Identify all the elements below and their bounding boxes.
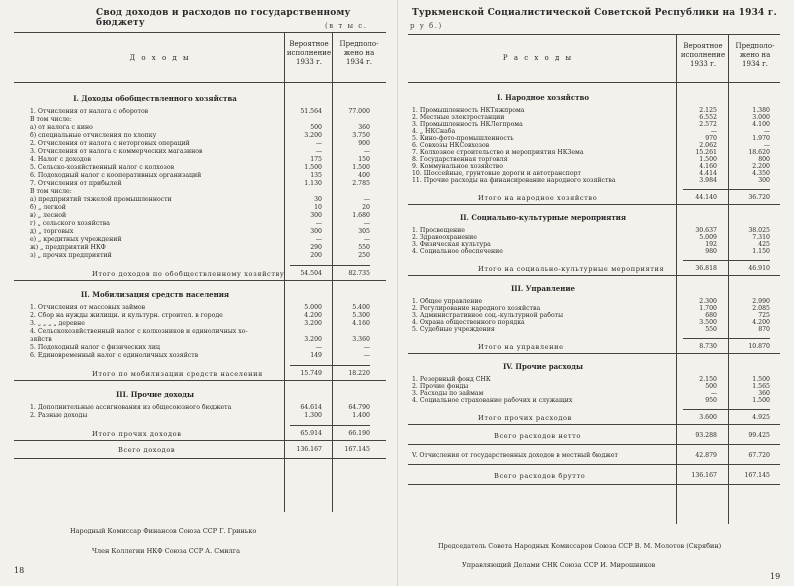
local-budget-transfer-label: V. Отчисления от государственных доходов в местный бюджет xyxy=(412,452,618,459)
table-cell-1934: — xyxy=(363,196,370,203)
table-bottom-rule xyxy=(408,484,780,485)
table-row-label: е) „ кредитных учреждений xyxy=(30,236,122,243)
table-cell-1933: 2.300 xyxy=(699,298,717,305)
table-cell-1933: 500 xyxy=(310,124,322,131)
table-cell-1933: 300 xyxy=(310,228,322,235)
section-title: IV. Прочие расходы xyxy=(503,362,583,371)
table-cell-1934: 38.025 xyxy=(748,227,770,234)
table-cell-1934: 18.620 xyxy=(748,149,770,156)
section-rule xyxy=(408,275,780,276)
table-row-label: 2. Местные электростанции xyxy=(412,114,505,121)
table-row-label: 3. Физическая культура xyxy=(412,241,491,248)
table-row-label: 6. Единовременный налог с единоличных хозяйств xyxy=(30,352,199,359)
revenue-column-header: Д о х о д ы xyxy=(129,54,191,62)
column-header-1933: Вероятное исполнение 1933 г. xyxy=(680,42,726,68)
table-cell-1933: 3.200 xyxy=(304,320,322,327)
table-cell-1934: 4.350 xyxy=(752,170,770,177)
table-cell-1933: 3.200 xyxy=(304,336,322,343)
table-row-label: 4. „ НКСнаба xyxy=(412,128,456,135)
table-cell-1934: — xyxy=(363,148,370,155)
table-cell-1934: 3.000 xyxy=(752,114,770,121)
table-cell-1934: 64.790 xyxy=(348,404,370,411)
section-title: III. Управление xyxy=(511,284,575,293)
table-row-label: 6. Подоходный налог с кооперативных организаций xyxy=(30,172,202,179)
table-row-label: 2. Прочие фонды xyxy=(412,383,469,390)
section-total-label: Итого на народное хозяйство xyxy=(478,194,598,202)
table-cell-1933: 200 xyxy=(310,252,322,259)
table-cell-1934: 2.200 xyxy=(752,163,770,170)
subtotal-rule xyxy=(683,260,770,261)
table-row-label: 2. Отчисления от налога с неторговых операций xyxy=(30,140,190,147)
table-cell-1934: — xyxy=(363,220,370,227)
table-cell-1933: — xyxy=(710,390,717,397)
table-row-label: В том числе: xyxy=(30,188,72,195)
table-row-label: 6. Совхозы НКСовхозов xyxy=(412,142,490,149)
table-cell-1933: 2.062 xyxy=(699,142,717,149)
table-cell-1934: 5.300 xyxy=(352,312,370,319)
table-row-label: 5. Сельско-хозяйственный налог с колхозов xyxy=(30,164,175,171)
section-rule xyxy=(14,280,386,281)
table-header-rule xyxy=(408,82,780,83)
section-total-1933: 44.140 xyxy=(695,194,717,201)
table-cell-1933: 15.261 xyxy=(695,149,717,156)
table-cell-1934: 2.085 xyxy=(752,305,770,312)
table-cell-1933: 2.572 xyxy=(699,121,717,128)
table-cell-1934: 20 xyxy=(362,204,370,211)
table-cell-1934: 250 xyxy=(358,252,370,259)
table-cell-1934: 1.500 xyxy=(752,376,770,383)
net-total-1933: 93.288 xyxy=(695,432,717,439)
table-row-label: В том числе: xyxy=(30,116,72,123)
right-units-note: р у б.) xyxy=(410,22,443,30)
column-header-1933: Вероятное исполнение 1933 г. xyxy=(286,40,332,66)
table-cell-1933: 980 xyxy=(705,248,717,255)
table-cell-1933: — xyxy=(315,236,322,243)
table-cell-1933: 10 xyxy=(314,204,322,211)
table-cell-1933: 2.150 xyxy=(699,376,717,383)
table-cell-1933: 4.200 xyxy=(304,312,322,319)
section-rule xyxy=(408,464,780,465)
table-row-label: ж) „ предприятий НКФ xyxy=(30,244,106,251)
subtotal-rule xyxy=(683,338,770,339)
table-row-label: 1. Отчисления от налога с оборотов xyxy=(30,108,149,115)
table-cell-1933: 6.552 xyxy=(699,114,717,121)
subtotal-rule xyxy=(683,409,770,410)
table-cell-1933: 1.300 xyxy=(304,412,322,419)
section-total-label: Итого доходов по обобществленному хозяйству xyxy=(92,270,285,278)
table-row-label: 1. Общее управление xyxy=(412,298,483,305)
table-cell-1933: 1.700 xyxy=(699,305,717,312)
table-cell-1933: — xyxy=(710,128,717,135)
table-cell-1933: 5.000 xyxy=(304,304,322,311)
table-row-label: а) от налога с кино xyxy=(30,124,93,131)
table-cell-1933: 290 xyxy=(310,244,322,251)
table-cell-1933: 3.984 xyxy=(699,177,717,184)
table-row-label: 2. Регулирование народного хозяйства xyxy=(412,305,541,312)
net-total-label: Всего расходов нетто xyxy=(494,432,581,440)
table-cell-1933: — xyxy=(315,148,322,155)
table-cell-1933: 680 xyxy=(705,312,717,319)
table-cell-1933: 1.500 xyxy=(304,164,322,171)
table-cell-1934: 5.400 xyxy=(352,304,370,311)
column-header-1934: Предполо- жено на 1934 г. xyxy=(735,42,775,68)
table-row-label: 1. Промышленность НКТяжпрома xyxy=(412,107,525,114)
section-total-1934: 82.735 xyxy=(348,270,370,277)
table-cell-1934: 7.310 xyxy=(752,234,770,241)
page-number: 19 xyxy=(770,572,781,581)
table-cell-1934: 4.160 xyxy=(352,320,370,327)
table-cell-1934: 77.000 xyxy=(348,108,370,115)
table-cell-1933: 970 xyxy=(705,135,717,142)
table-cell-1933: 64.614 xyxy=(300,404,322,411)
subtotal-rule xyxy=(290,265,370,266)
section-total-1933: 65.914 xyxy=(300,430,322,437)
right-page xyxy=(397,0,794,586)
table-cell-1933: 4.414 xyxy=(699,170,717,177)
grand-total-1933: 136.167 xyxy=(296,446,322,453)
gross-total-1934: 167.145 xyxy=(744,472,770,479)
section-title: I. Доходы обобществленного хозяйства xyxy=(73,94,237,103)
section-rule xyxy=(408,204,780,205)
table-cell-1934: 870 xyxy=(758,326,770,333)
subtotal-rule xyxy=(290,425,370,426)
table-row-label: в) „ лесной xyxy=(30,212,67,219)
section-total-label: Итого прочих расходов xyxy=(478,414,572,422)
table-cell-1934: 550 xyxy=(358,244,370,251)
table-cell-1934: 2.990 xyxy=(752,298,770,305)
table-row-label: б) специальные отчисления по хлопку xyxy=(30,132,157,139)
table-row-label: 11. Прочие расходы на финансирование народного хозяйства xyxy=(412,177,616,184)
table-cell-1934: 2.785 xyxy=(352,180,370,187)
table-row-label: 3. „ „ „ „ деревне xyxy=(30,320,85,327)
net-total-1934: 99.425 xyxy=(748,432,770,439)
section-total-label: Итого по мобилизации средств населения xyxy=(92,370,263,378)
table-cell-1933: 5.009 xyxy=(699,234,717,241)
local-budget-transfer-1933: 42.879 xyxy=(695,452,717,459)
table-row-label: 10. Шоссейные, грунтовые дороги и автотранспорт xyxy=(412,170,581,177)
signature-collegium-member: Член Коллегии НКФ Союза ССР А. Смилга xyxy=(92,547,240,555)
right-page-title: Туркменской Социалистической Советской Республики на 1934 г. xyxy=(412,8,777,18)
table-row-label: 1. Резервный фонд СНК xyxy=(412,376,491,383)
section-rule xyxy=(408,353,780,354)
table-cell-1934: — xyxy=(763,128,770,135)
table-cell-1934: 1.680 xyxy=(352,212,370,219)
table-row-label: з) „ прочих предприятий xyxy=(30,252,112,259)
grand-total-1934: 167.145 xyxy=(344,446,370,453)
table-cell-1934: 1.400 xyxy=(352,412,370,419)
section-total-1934: 18.220 xyxy=(348,370,370,377)
table-cell-1934: 360 xyxy=(758,390,770,397)
table-cell-1934: 360 xyxy=(358,124,370,131)
table-cell-1934: 800 xyxy=(758,156,770,163)
table-row-label: 3. Административное соц.-культурной работы xyxy=(412,312,564,319)
table-row-label: 2. Здравоохранение xyxy=(412,234,477,241)
table-cell-1934: — xyxy=(763,142,770,149)
table-row-label: 4. Социальное страхование рабочих и служащих xyxy=(412,397,573,404)
table-cell-1934: 1.150 xyxy=(752,248,770,255)
table-cell-1934: — xyxy=(363,344,370,351)
table-row-label: 8. Государственная торговля xyxy=(412,156,508,163)
section-total-1933: 54.504 xyxy=(300,270,322,277)
table-row-label: 1. Отчисления от массовых займов xyxy=(30,304,146,311)
section-total-1934: 4.925 xyxy=(752,414,770,421)
table-row-label: 3. Промышленность НКЛегпрома xyxy=(412,121,523,128)
table-cell-1933: 51.564 xyxy=(300,108,322,115)
page-number: 18 xyxy=(14,566,25,575)
table-cell-1934: 1.500 xyxy=(752,397,770,404)
section-total-1933: 8.730 xyxy=(699,343,717,350)
table-row-label: 1. Просвещение xyxy=(412,227,465,234)
table-row-label: 5. Судебные учреждения xyxy=(412,326,495,333)
table-cell-1933: 4.160 xyxy=(699,163,717,170)
table-row-label: 3. Расходы по займам xyxy=(412,390,484,397)
table-cell-1933: 1.500 xyxy=(699,156,717,163)
section-total-label: Итого на управление xyxy=(478,343,564,351)
table-row-label: 4. Охрана общественного порядка xyxy=(412,319,525,326)
table-cell-1933: 950 xyxy=(705,397,717,404)
section-total-1934: 36.720 xyxy=(748,194,770,201)
table-cell-1934: 425 xyxy=(758,241,770,248)
section-title: I. Народное хозяйство xyxy=(496,93,589,102)
table-bottom-rule xyxy=(14,458,386,459)
table-cell-1934: 400 xyxy=(358,172,370,179)
table-cell-1933: 3.200 xyxy=(304,132,322,139)
section-rule xyxy=(14,440,386,441)
table-cell-1934: 1.565 xyxy=(752,383,770,390)
table-row-label: 2. Сбор на нужды жилищн. и культурн. строител. в городе xyxy=(30,312,223,319)
subtotal-rule xyxy=(290,365,370,366)
table-row-label: 7. Колхозное строительство и мероприятия НКЗема xyxy=(412,149,584,156)
left-page-title: Свод доходов и расходов по государственному бюджету xyxy=(96,8,351,28)
signature-affairs-manager: Управляющий Делами СНК Союза ССР И. Мирошников xyxy=(462,561,656,569)
table-cell-1933: 300 xyxy=(310,212,322,219)
section-rule xyxy=(14,380,386,381)
table-row-label: 4. Налог с доходов xyxy=(30,156,92,163)
section-total-1934: 66.190 xyxy=(348,430,370,437)
table-cell-1933: 192 xyxy=(705,241,717,248)
table-cell-1934: 1.500 xyxy=(352,164,370,171)
table-cell-1934: — xyxy=(363,352,370,359)
section-title: II. Социально-культурные мероприятия xyxy=(459,213,627,222)
table-cell-1933: 30 xyxy=(314,196,322,203)
table-cell-1934: 3.750 xyxy=(352,132,370,139)
table-cell-1934: 150 xyxy=(358,156,370,163)
table-row-label: б) „ легкой xyxy=(30,204,66,211)
table-row-label: 7. Отчисления от прибылей xyxy=(30,180,122,187)
section-total-1933: 3.600 xyxy=(699,414,717,421)
column-header-1934: Предполо- жено на 1934 г. xyxy=(339,40,379,66)
section-total-label: Итого прочих доходов xyxy=(92,430,182,438)
table-row-label: 2. Разные доходы xyxy=(30,412,88,419)
table-cell-1934: 1.380 xyxy=(752,107,770,114)
column-divider xyxy=(676,34,677,524)
table-cell-1934: 900 xyxy=(358,140,370,147)
table-cell-1933: — xyxy=(315,220,322,227)
table-top-rule xyxy=(14,32,386,33)
table-header-rule xyxy=(14,82,386,83)
section-title: III. Прочие доходы xyxy=(116,390,194,399)
table-cell-1934: 1.970 xyxy=(752,135,770,142)
table-cell-1934: 300 xyxy=(758,177,770,184)
table-cell-1933: 550 xyxy=(705,326,717,333)
section-total-1934: 46.910 xyxy=(748,265,770,272)
table-row-label: 9. Коммунальное хозяйство xyxy=(412,163,503,170)
table-cell-1933: 30.637 xyxy=(695,227,717,234)
grand-total-label: Всего доходов xyxy=(118,446,176,454)
expense-column-header: Р а с х о д ы xyxy=(502,54,574,62)
table-top-rule xyxy=(408,34,780,35)
table-cell-1934: — xyxy=(363,236,370,243)
section-rule xyxy=(408,424,780,425)
table-row-label: а) предприятий тяжелой промышленности xyxy=(30,196,172,203)
local-budget-transfer-1934: 67.720 xyxy=(748,452,770,459)
section-total-1934: 10.870 xyxy=(748,343,770,350)
table-cell-1934: 3.360 xyxy=(352,336,370,343)
table-row-label: 5. Кино-фото-промышленность xyxy=(412,135,514,142)
signature-sovnarkom-chairman: Председатель Совета Народных Комиссаров Союза ССР В. М. Молотов (Скрябин) xyxy=(438,542,722,550)
section-total-1933: 15.749 xyxy=(300,370,322,377)
table-cell-1933: 175 xyxy=(310,156,322,163)
table-cell-1933: 500 xyxy=(705,383,717,390)
table-cell-1933: — xyxy=(315,140,322,147)
table-cell-1933: — xyxy=(315,344,322,351)
subtotal-rule xyxy=(683,189,770,190)
table-cell-1934: 4.100 xyxy=(752,121,770,128)
section-total-label: Итого на социально-культурные мероприятия xyxy=(478,265,665,273)
table-cell-1933: 149 xyxy=(310,352,322,359)
table-cell-1934: 4.200 xyxy=(752,319,770,326)
gross-total-label: Всего расходов брутто xyxy=(494,472,586,480)
table-cell-1933: 2.125 xyxy=(699,107,717,114)
gross-total-1933: 136.167 xyxy=(691,472,717,479)
table-row-label: д) „ торговых xyxy=(30,228,74,235)
table-row-label: 1. Дополнительные ассигнования из общесоюзного бюджета xyxy=(30,404,232,411)
table-row-label: г) „ сельского хозяйства xyxy=(30,220,110,227)
table-cell-1933: 1.130 xyxy=(304,180,322,187)
section-rule xyxy=(408,444,780,445)
section-title: II. Мобилизация средств населения xyxy=(80,290,230,299)
section-total-1933: 36.818 xyxy=(695,265,717,272)
table-cell-1933: 135 xyxy=(310,172,322,179)
table-row-label: 5. Подоходный налог с физических лиц xyxy=(30,344,160,351)
left-units-note: (в т ы с. xyxy=(325,22,368,30)
table-row-label: 4. Социальное обеспечение xyxy=(412,248,503,255)
table-row-label: 3. Отчисления от налога с коммерческих магазинов xyxy=(30,148,203,155)
table-cell-1934: 305 xyxy=(358,228,370,235)
table-row-label: 4. Сельскохозяйственный налог с колхозников и единоличных хо- xyxy=(30,328,248,335)
table-cell-1934: 725 xyxy=(758,312,770,319)
column-divider xyxy=(728,34,729,524)
signature-finance-commissar: Народный Комиссар Финансов Союза ССР Г. Гринько xyxy=(70,527,257,535)
table-row-label: зяйств xyxy=(30,336,52,343)
table-cell-1933: 3.500 xyxy=(699,319,717,326)
